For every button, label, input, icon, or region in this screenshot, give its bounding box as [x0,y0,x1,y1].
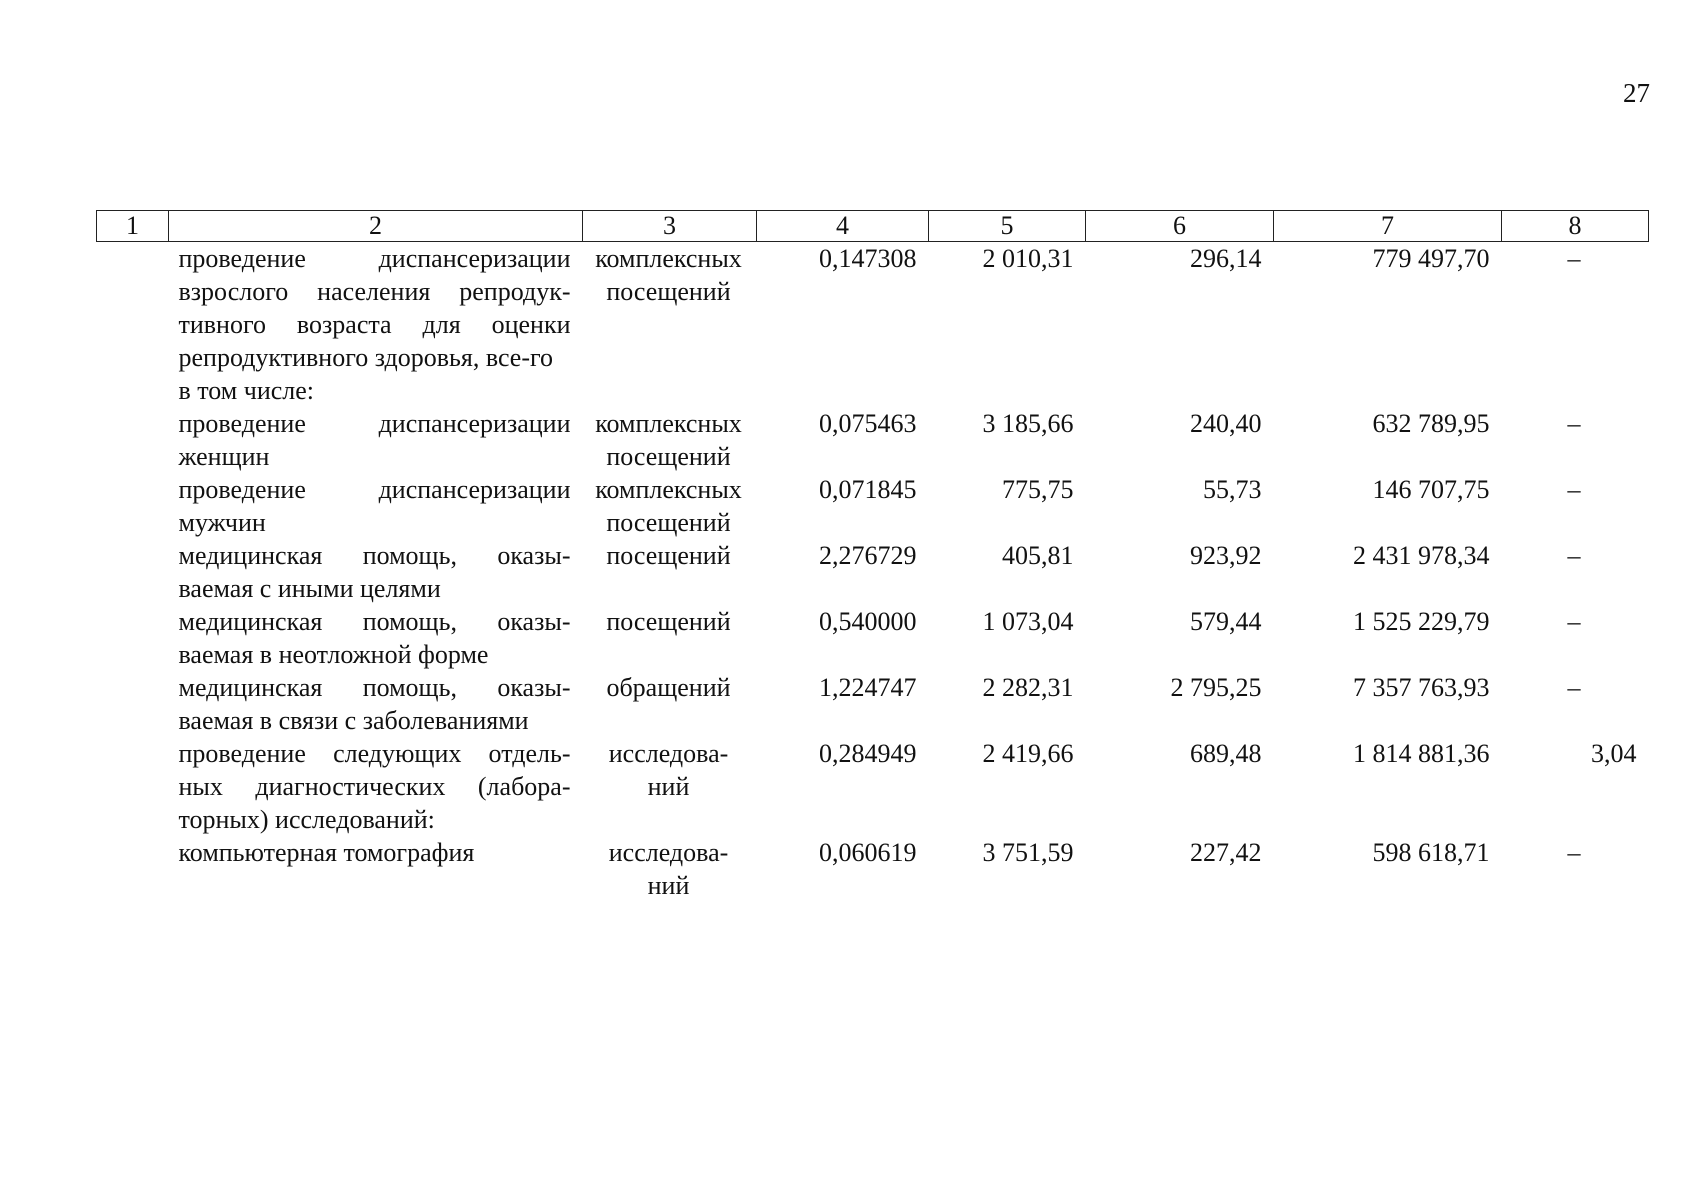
col5-value: 775,75 [1002,475,1074,504]
col5-value: 405,81 [1002,541,1074,570]
col8-value: – [1567,475,1581,504]
row-number [97,407,169,473]
service-name: медицинская помощь, оказы-ваемая с иными целями [178,541,571,603]
table-row [97,539,1649,605]
unit: комплексных посещений [595,244,742,306]
unit: посещений [606,541,731,570]
service-name: компьютерная томография [178,838,475,867]
col7-value: 598 618,71 [1372,838,1490,867]
col7-value: 7 357 763,93 [1353,673,1490,702]
unit: комплексных посещений [595,409,742,471]
service-name: проведение диспансеризации взрослого населения репродук-тивного возраста для оценки репродуктивного здоровья, все-го [178,244,571,372]
col6-value: 2 795,25 [1170,673,1262,702]
unit: обращений [606,673,731,702]
header-col-1: 1 [97,211,169,242]
col7-value: 779 497,70 [1372,244,1490,273]
col7-value: 1 814 881,36 [1353,739,1490,768]
row-number [97,836,169,902]
col4-value [757,374,929,407]
header-col-7: 7 [1274,211,1502,242]
col6-value: 296,14 [1190,244,1262,273]
page-number: 27 [1623,78,1650,108]
table-body [97,242,1649,903]
table-row [97,473,1649,539]
col5-value: 2 419,66 [982,739,1074,768]
col4-value: 0,284949 [819,739,917,768]
header-col-3: 3 [583,211,757,242]
col8-value: – [1567,541,1581,570]
table-row [97,242,1649,375]
header-col-2: 2 [169,211,583,242]
col8-value: – [1567,244,1581,273]
col4-value: 0,147308 [819,244,917,273]
unit: исследова-ний [608,838,729,900]
row-number [97,473,169,539]
unit [583,374,757,407]
col7-value: 2 431 978,34 [1353,541,1490,570]
col8-value: – [1567,838,1581,867]
col8-value: – [1567,409,1581,438]
service-name: проведение следующих отдель-ных диагностических (лабора-торных) исследований: [178,739,571,834]
table-row [97,605,1649,671]
row-number [97,737,169,836]
col7-value: 146 707,75 [1372,475,1490,504]
row-number [97,605,169,671]
col6-value [1086,374,1274,407]
table-header [97,211,1649,242]
col4-value: 1,224747 [819,673,917,702]
service-name: проведение диспансеризации женщин [178,409,571,471]
col6-value: 689,48 [1190,739,1262,768]
col8-value [1502,374,1649,407]
col6-value: 240,40 [1190,409,1262,438]
col8-value: 3,04 [1591,739,1637,768]
col7-value: 1 525 229,79 [1353,607,1490,636]
header-col-8: 8 [1502,211,1649,242]
col8-value: – [1567,673,1581,702]
col5-value: 2 282,31 [982,673,1074,702]
row-number [97,374,169,407]
services-table [96,210,1649,902]
header-col-4: 4 [757,211,929,242]
table-row [97,407,1649,473]
col6-value: 923,92 [1190,541,1262,570]
service-name: проведение диспансеризации мужчин [178,475,571,537]
col6-value: 227,42 [1190,838,1262,867]
col4-value: 0,075463 [819,409,917,438]
col5-value: 1 073,04 [982,607,1074,636]
col5-value: 3 185,66 [982,409,1074,438]
row-number [97,539,169,605]
col7-value: 632 789,95 [1372,409,1490,438]
col7-value [1274,374,1502,407]
header-col-5: 5 [929,211,1086,242]
table-row [97,737,1649,836]
col6-value: 55,73 [1203,475,1262,504]
col4-value: 2,276729 [819,541,917,570]
col5-value [929,374,1086,407]
col5-value: 2 010,31 [982,244,1074,273]
row-number [97,671,169,737]
col4-value: 0,540000 [819,607,917,636]
header-row [97,211,1649,242]
col5-value: 3 751,59 [982,838,1074,867]
col4-value: 0,060619 [819,838,917,867]
table-row [97,671,1649,737]
unit: посещений [606,607,731,636]
header-col-6: 6 [1086,211,1274,242]
col8-value: – [1567,607,1581,636]
service-name: медицинская помощь, оказы-ваемая в неотложной форме [178,607,571,669]
service-name: медицинская помощь, оказы-ваемая в связи с заболеваниями [178,673,571,735]
service-name: в том числе: [178,376,315,405]
row-number [97,242,169,375]
unit: комплексных посещений [595,475,742,537]
col4-value: 0,071845 [819,475,917,504]
table-row [97,836,1649,902]
col6-value: 579,44 [1190,607,1262,636]
unit: исследова-ний [608,739,729,801]
table-row [97,374,1649,407]
